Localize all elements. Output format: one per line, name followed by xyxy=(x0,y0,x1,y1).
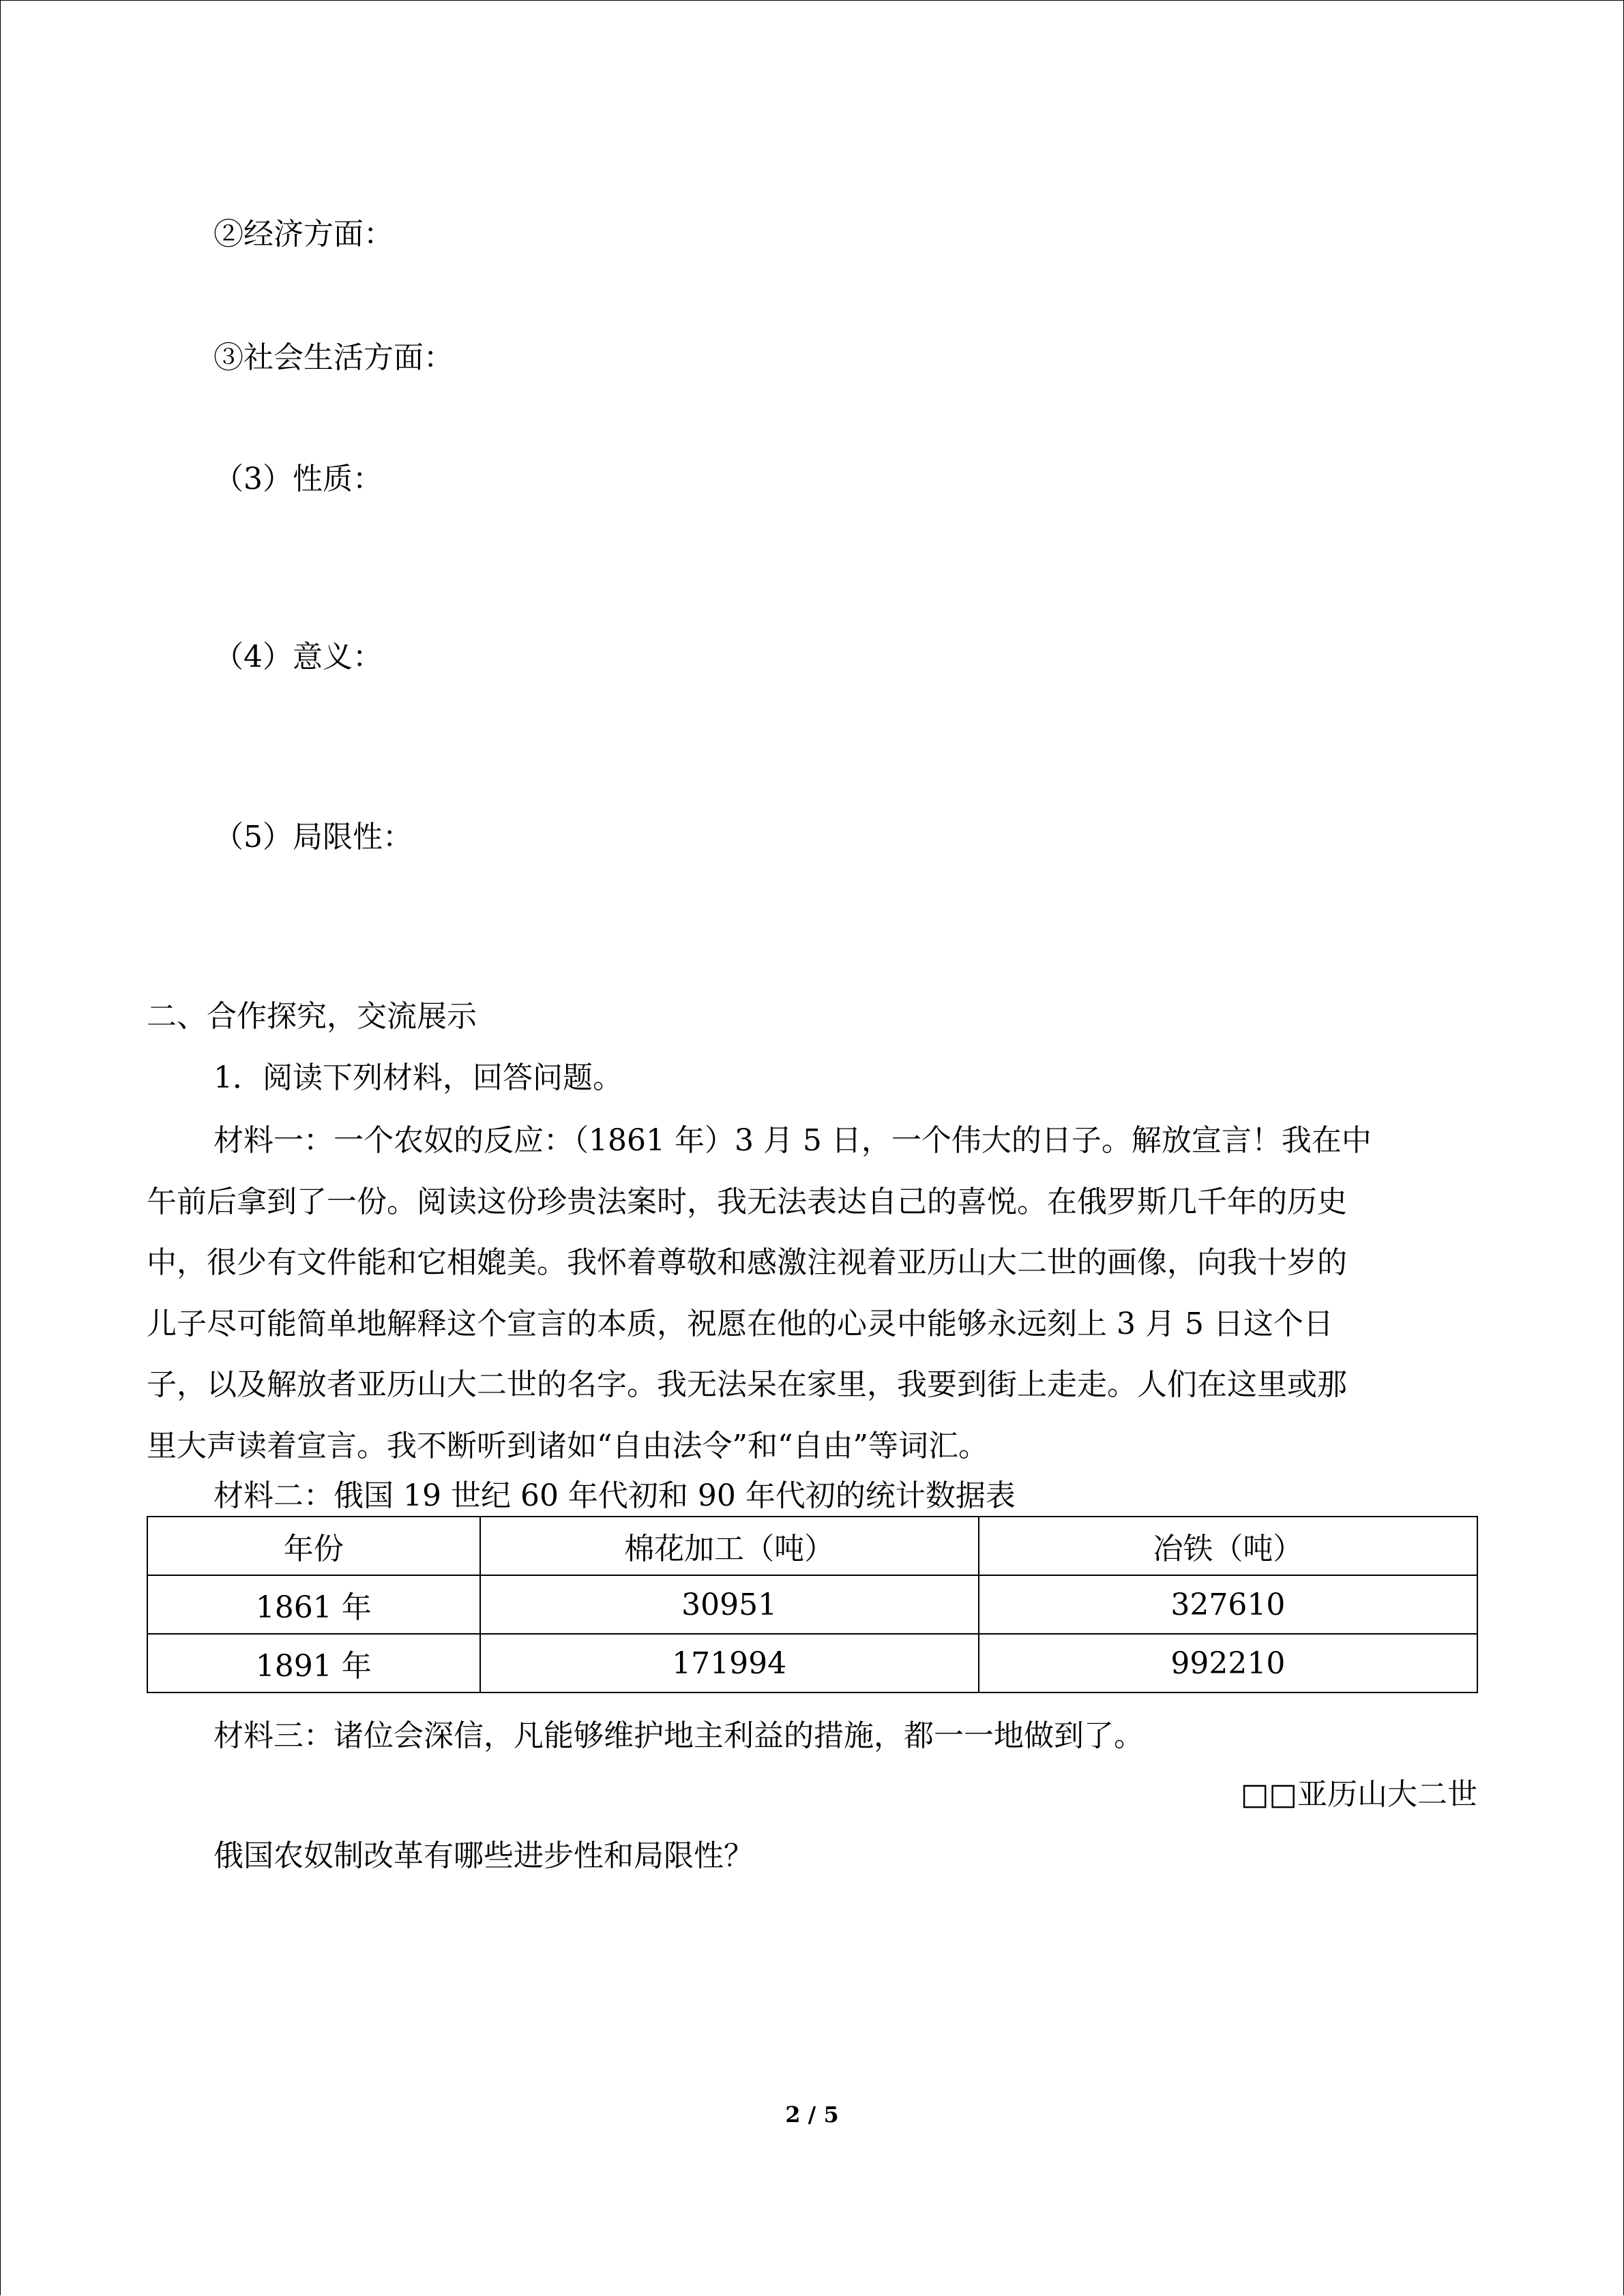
item-social: ③社会生活方面： xyxy=(213,340,454,375)
question-text: 俄国农奴制改革有哪些进步性和局限性？ xyxy=(213,1838,754,1873)
item-limitation: （5）局限性： xyxy=(213,820,413,854)
table-cell: 171994 xyxy=(480,1634,979,1693)
item-nature: （3）性质： xyxy=(213,462,383,496)
table-cell: 327610 xyxy=(979,1575,1477,1634)
material-1-line: 中，很少有文件能和它相媲美。我怀着尊敬和感激注视着亚历山大二世的画像，向我十岁的 xyxy=(147,1245,1347,1280)
table-row xyxy=(147,1634,1477,1693)
table-cell: 992210 xyxy=(979,1634,1477,1693)
material-1-line: 里大声读着宣言。我不断听到诸如“自由法令”和“自由”等词汇。 xyxy=(147,1428,988,1463)
table-cell: 1891 年 xyxy=(147,1634,480,1693)
table-cell: 1861 年 xyxy=(147,1575,480,1634)
section-heading: 二、合作探究，交流展示 xyxy=(147,999,477,1034)
table-header-cell: 年份 xyxy=(147,1517,480,1575)
table-header-row xyxy=(147,1517,1477,1575)
table-cell: 30951 xyxy=(480,1575,979,1634)
table-row xyxy=(147,1575,1477,1634)
material-3-source: □□亚历山大二世 xyxy=(1240,1777,1477,1812)
material-1-line: 子，以及解放者亚历山大二世的名字。我无法呆在家里，我要到街上走走。人们在这里或那 xyxy=(147,1367,1347,1402)
material-2-caption: 材料二：俄国 19 世纪 60 年代初和 90 年代初的统计数据表 xyxy=(213,1478,1016,1513)
item-significance: （4）意义： xyxy=(213,640,383,674)
material-1-line: 午前后拿到了一份。阅读这份珍贵法案时，我无法表达自己的喜悦。在俄罗斯几千年的历史 xyxy=(147,1184,1347,1219)
item-economy: ②经济方面： xyxy=(213,217,394,252)
table-header-cell: 棉花加工（吨） xyxy=(480,1517,979,1575)
material-1-line: 材料一：一个农奴的反应：（1861 年）3 月 5 日，一个伟大的日子。解放宣言！我在中 xyxy=(213,1123,1372,1158)
material-1-line: 儿子尽可能简单地解释这个宣言的本质，祝愿在他的心灵中能够永远刻上 3 月 5 日这个日 xyxy=(147,1306,1333,1341)
page-number: 2 / 5 xyxy=(785,2102,839,2128)
material-1 xyxy=(147,1110,1483,1476)
statistics-table xyxy=(147,1516,1478,1693)
table-header-cell: 冶铁（吨） xyxy=(979,1517,1477,1575)
material-3: 材料三：诸位会深信，凡能够维护地主利益的措施，都一一地做到了。 xyxy=(213,1718,1144,1753)
question-1-intro: 1．阅读下列材料，回答问题。 xyxy=(213,1060,623,1095)
